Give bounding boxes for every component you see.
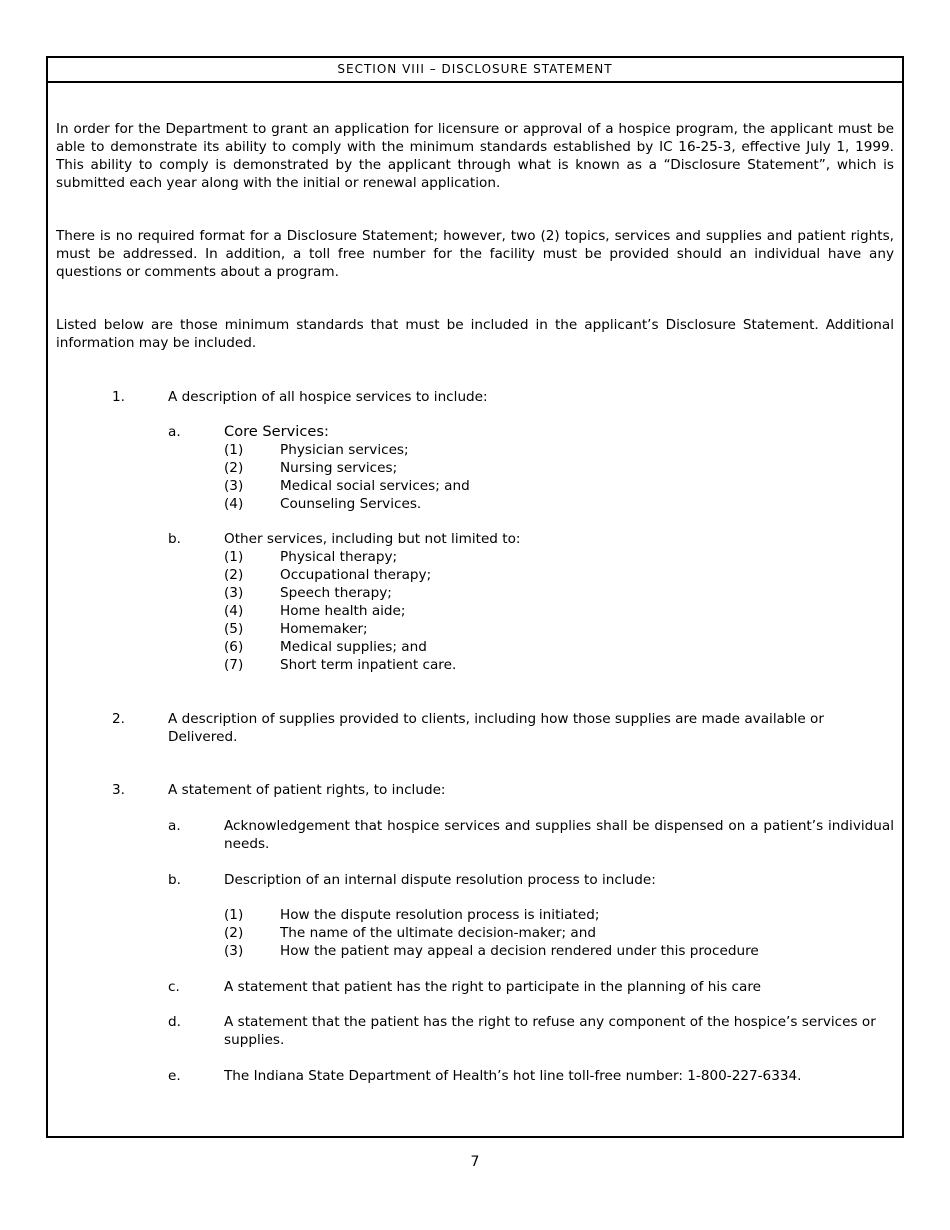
sub-sub-text: Speech therapy; bbox=[280, 585, 392, 601]
sub-sub-text: Occupational therapy; bbox=[280, 567, 432, 583]
sub-sub-text: How the patient may appeal a decision rendered under this procedure bbox=[280, 943, 759, 959]
sub-sub-label: (6) bbox=[224, 639, 244, 655]
sub-label: c. bbox=[168, 979, 180, 995]
sub-sub-text: Medical supplies; and bbox=[280, 639, 427, 655]
list-number: 3. bbox=[112, 782, 125, 798]
list-text: A description of supplies provided to clients, including how those supplies are made available or Delivered. bbox=[168, 711, 824, 745]
sub-label: a. bbox=[168, 424, 181, 440]
sub-text: Other services, including but not limited to: bbox=[224, 531, 521, 547]
sub-sub-text: Medical social services; and bbox=[280, 478, 470, 494]
sub-sub-label: (5) bbox=[224, 621, 244, 637]
sub-sub-label: (1) bbox=[224, 442, 244, 458]
sub-sub-label: (1) bbox=[224, 907, 244, 923]
sub-sub-label: (3) bbox=[224, 478, 244, 494]
sub-label: a. bbox=[168, 818, 181, 834]
sub-label: e. bbox=[168, 1068, 181, 1084]
sub-label: b. bbox=[168, 531, 181, 547]
sub-sub-text: How the dispute resolution process is initiated; bbox=[280, 907, 600, 923]
sub-sub-text: Physician services; bbox=[280, 442, 409, 458]
sub-text: The Indiana State Department of Health’s hot line toll-free number: 1-800-227-6334. bbox=[224, 1068, 802, 1084]
list-text: A statement of patient rights, to include: bbox=[168, 782, 446, 798]
sub-text: Core Services: bbox=[224, 423, 329, 440]
sub-text: A statement that the patient has the right to refuse any component of the hospice’s services or supplies. bbox=[224, 1014, 876, 1048]
page-number: 7 bbox=[470, 1154, 480, 1170]
intro-paragraph: In order for the Department to grant an application for licensure or approval of a hospice program, the applicant must be able to demonstrate its ability to comply with the minimum standards established by IC 16-25-3, effective July 1, 1999. This ability to comply is demonstrated by the applicant through what is known as a “Disclosure Statement”, which is submitted each year along with the initial or renewal application. bbox=[56, 121, 894, 191]
sub-text: A statement that patient has the right to participate in the planning of his care bbox=[224, 979, 761, 995]
sub-sub-label: (7) bbox=[224, 657, 244, 673]
sub-sub-label: (3) bbox=[224, 585, 244, 601]
sub-sub-text: Home health aide; bbox=[280, 603, 406, 619]
sub-sub-text: Physical therapy; bbox=[280, 549, 398, 565]
section-title: SECTION VIII – DISCLOSURE STATEMENT bbox=[48, 58, 902, 83]
sub-sub-label: (3) bbox=[224, 943, 244, 959]
sub-sub-text: Counseling Services. bbox=[280, 496, 422, 512]
sub-text: Acknowledgement that hospice services and supplies shall be dispensed on a patient’s individual needs. bbox=[224, 818, 894, 852]
list-number: 1. bbox=[112, 389, 125, 405]
sub-sub-label: (2) bbox=[224, 925, 244, 941]
sub-sub-label: (2) bbox=[224, 460, 244, 476]
sub-label: b. bbox=[168, 872, 181, 888]
sub-sub-label: (2) bbox=[224, 567, 244, 583]
format-paragraph: There is no required format for a Disclosure Statement; however, two (2) topics, services and supplies and patient rights, must be addressed. In addition, a toll free number for the facility must be provided should an individual have any questions or comments about a program. bbox=[56, 228, 894, 280]
sub-sub-text: The name of the ultimate decision-maker; and bbox=[280, 925, 596, 941]
sub-sub-text: Homemaker; bbox=[280, 621, 368, 637]
sub-sub-text: Nursing services; bbox=[280, 460, 398, 476]
sub-sub-label: (1) bbox=[224, 549, 244, 565]
sub-label: d. bbox=[168, 1014, 181, 1030]
sub-text: Description of an internal dispute resolution process to include: bbox=[224, 872, 656, 888]
list-text: A description of all hospice services to include: bbox=[168, 389, 488, 405]
document-frame bbox=[46, 56, 904, 1138]
list-number: 2. bbox=[112, 711, 125, 727]
sub-sub-text: Short term inpatient care. bbox=[280, 657, 457, 673]
sub-sub-label: (4) bbox=[224, 496, 244, 512]
sub-sub-label: (4) bbox=[224, 603, 244, 619]
standards-paragraph: Listed below are those minimum standards that must be included in the applicant’s Disclosure Statement. Additional information may be included. bbox=[56, 317, 894, 351]
